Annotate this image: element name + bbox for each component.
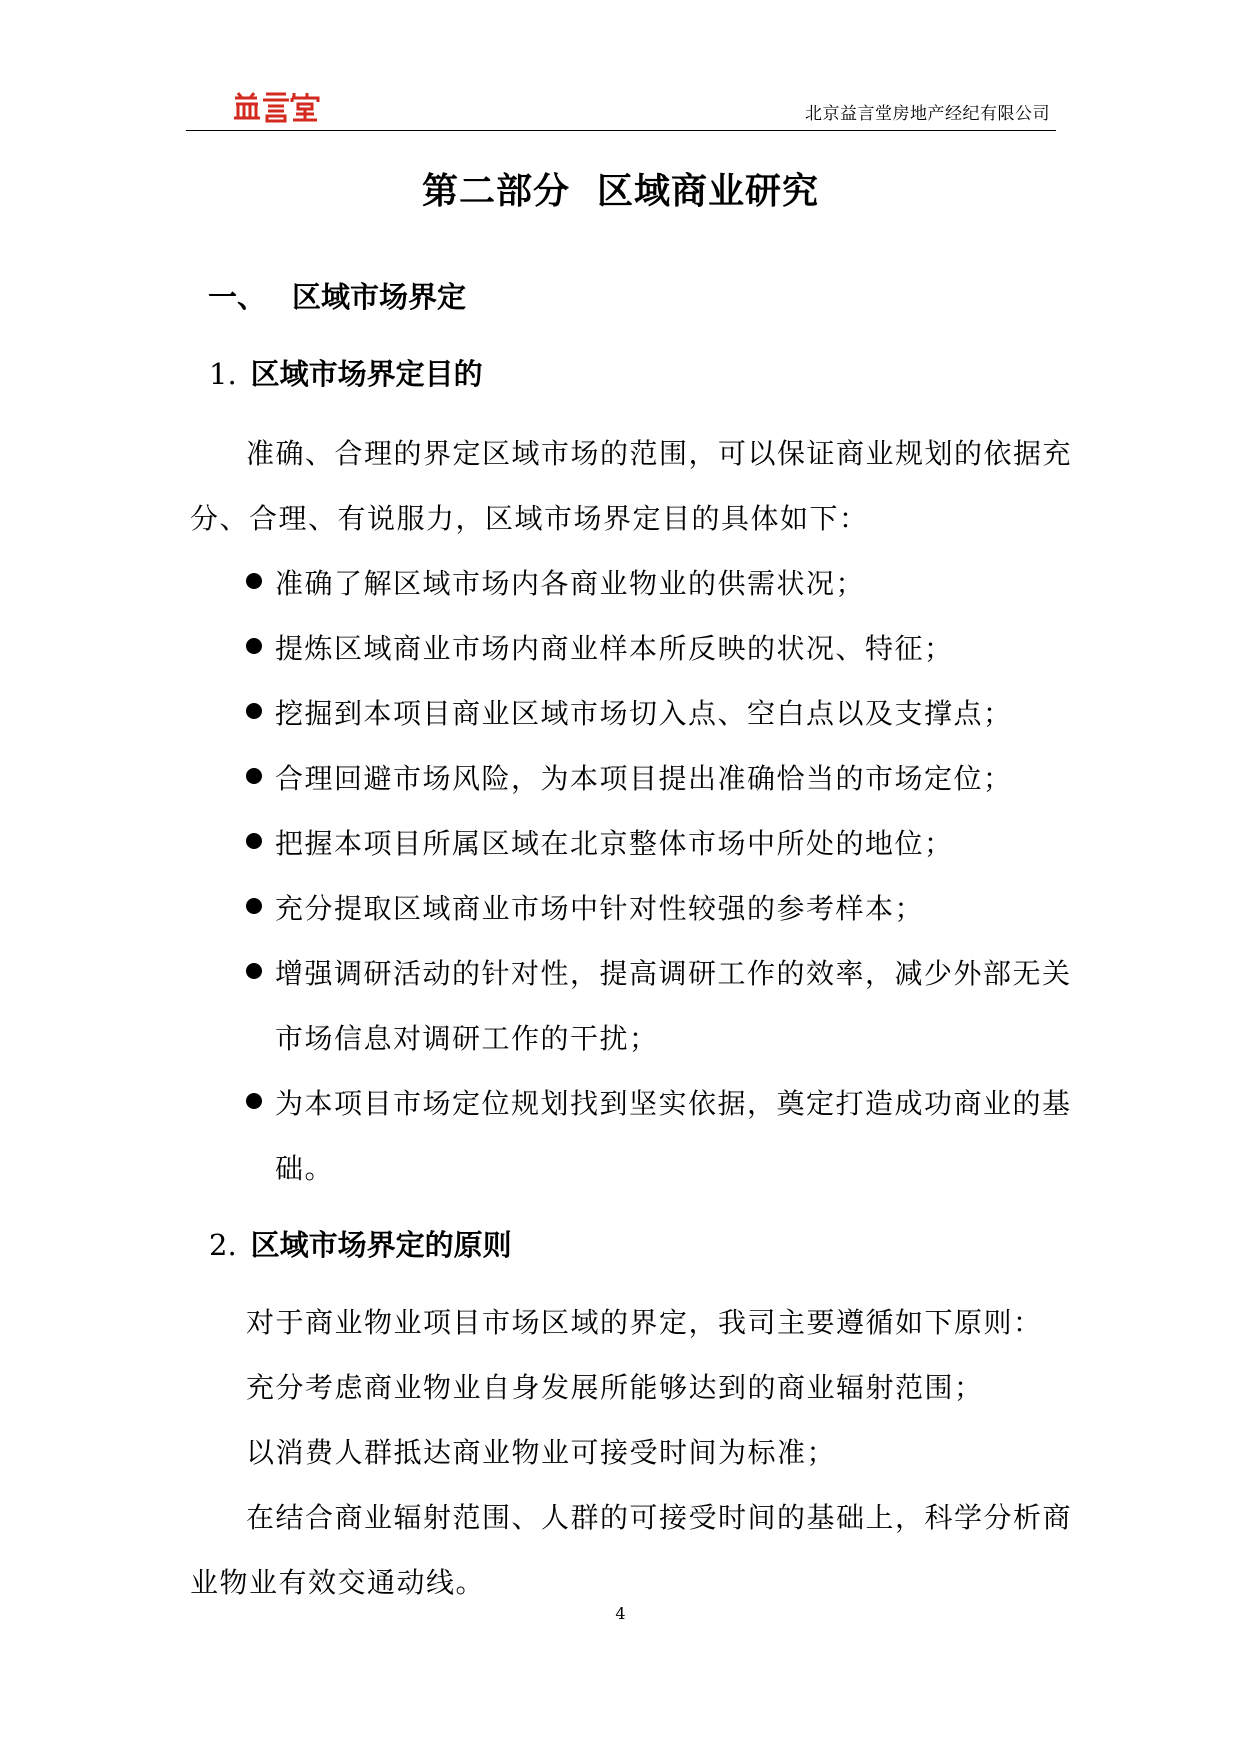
company-name: 北京益言堂房地产经纪有限公司 xyxy=(805,104,1050,124)
bullet-dot xyxy=(246,703,262,719)
list-item: 为本项目市场定位规划找到坚实依据，奠定打造成功商业的基 xyxy=(275,1087,1072,1120)
paragraph-line: 准确、合理的界定区域市场的范围，可以保证商业规划的依据充 xyxy=(246,437,1073,470)
bullet-dot xyxy=(246,898,262,914)
bullet-dot xyxy=(246,768,262,784)
section-label: 区域市场界定 xyxy=(292,280,467,314)
paragraph-line: 业物业有效交通动线。 xyxy=(190,1566,486,1599)
list-item: 充分提取区域商业市场中针对性较强的参考样本； xyxy=(275,892,925,925)
subsection-heading-2 xyxy=(209,1223,512,1264)
subsection-label: 区域市场界定目的 xyxy=(250,357,483,391)
page-number: 4 xyxy=(615,1604,626,1623)
list-item: 挖掘到本项目商业区域市场切入点、空白点以及支撑点； xyxy=(275,697,1013,730)
list-item-continuation: 础。 xyxy=(275,1152,335,1185)
subsection-heading-1 xyxy=(209,352,483,393)
paragraph-line: 分、合理、有说服力，区域市场界定目的具体如下： xyxy=(190,502,869,535)
list-item: 合理回避市场风险，为本项目提出准确恰当的市场定位； xyxy=(275,762,1013,795)
page-header xyxy=(186,85,1056,131)
bullet-dot xyxy=(246,833,262,849)
section-heading xyxy=(208,275,466,316)
paragraph-line: 以消费人群抵达商业物业可接受时间为标准； xyxy=(246,1436,837,1469)
paragraph-line: 充分考虑商业物业自身发展所能够达到的商业辐射范围； xyxy=(246,1371,984,1404)
list-item: 提炼区域商业市场内商业样本所反映的状况、特征； xyxy=(275,632,954,665)
bullet-dot xyxy=(246,1093,262,1109)
page-title: 第二部分 区域商业研究 xyxy=(421,171,820,212)
bullet-dot xyxy=(246,638,262,654)
company-logo xyxy=(232,90,320,123)
subsection-label: 区域市场界定的原则 xyxy=(250,1228,512,1262)
list-item-continuation: 市场信息对调研工作的干扰； xyxy=(275,1022,659,1055)
bullet-dot xyxy=(246,963,262,979)
paragraph-line: 在结合商业辐射范围、人群的可接受时间的基础上，科学分析商 xyxy=(246,1501,1073,1534)
list-item: 增强调研活动的针对性，提高调研工作的效率，减少外部无关 xyxy=(275,957,1072,990)
subsection-number: 2. xyxy=(209,1228,237,1262)
subsection-number: 1. xyxy=(209,357,237,391)
paragraph-line: 对于商业物业项目市场区域的界定，我司主要遵循如下原则： xyxy=(246,1306,1043,1339)
list-item: 把握本项目所属区域在北京整体市场中所处的地位； xyxy=(275,827,954,860)
list-item: 准确了解区域市场内各商业物业的供需状况； xyxy=(275,567,866,600)
bullet-dot xyxy=(246,573,262,589)
section-number: 一、 xyxy=(208,280,267,314)
